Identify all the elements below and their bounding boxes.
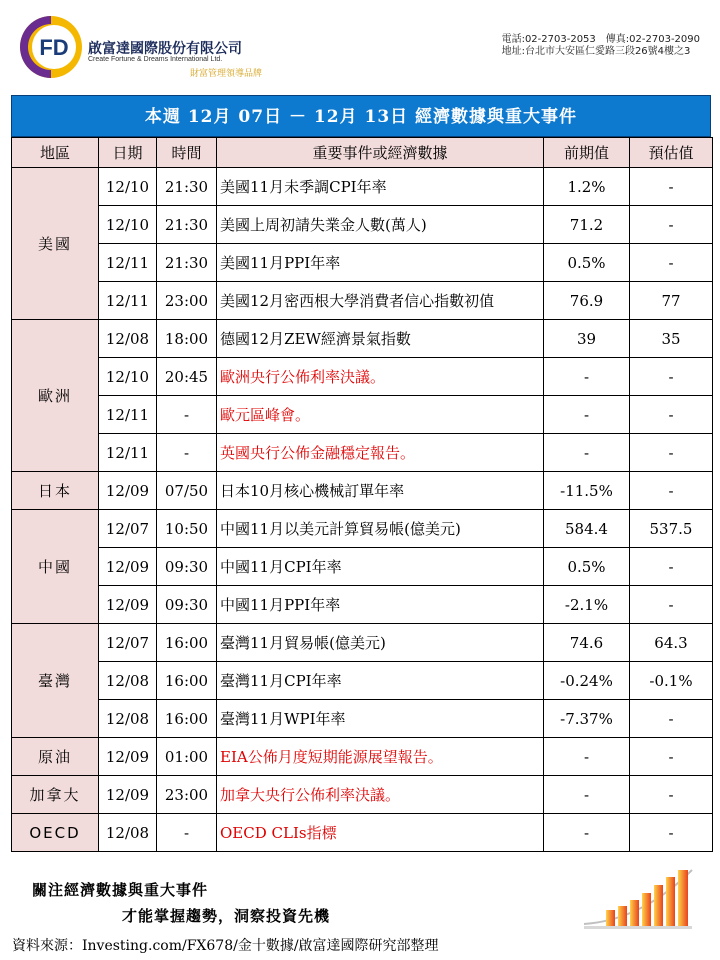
previous-value-cell: 584.4: [544, 510, 630, 548]
table-row: [12, 358, 713, 396]
forecast-value-cell: -: [630, 168, 713, 206]
page-header: [0, 0, 720, 92]
previous-value-cell: 0.5%: [544, 244, 630, 282]
date-cell: 12/07: [99, 510, 157, 548]
previous-value-cell: 39: [544, 320, 630, 358]
time-cell: 16:00: [157, 662, 217, 700]
region-cell: 臺灣: [12, 624, 99, 738]
date-cell: 12/10: [99, 206, 157, 244]
previous-value-cell: -: [544, 738, 630, 776]
time-cell: 18:00: [157, 320, 217, 358]
forecast-value-cell: -: [630, 206, 713, 244]
date-cell: 12/09: [99, 776, 157, 814]
event-cell: 中國11月CPI年率: [217, 548, 544, 586]
date-cell: 12/11: [99, 244, 157, 282]
table-row: [12, 510, 713, 548]
company-slogan: 財富管理領導品牌: [190, 69, 263, 79]
previous-value-cell: 71.2: [544, 206, 630, 244]
date-cell: 12/11: [99, 434, 157, 472]
forecast-value-cell: -: [630, 814, 713, 852]
table-row: [12, 434, 713, 472]
event-cell: 美國上周初請失業金人數(萬人): [217, 206, 544, 244]
table-header-row: [12, 138, 713, 168]
footer-slogan-line1: 關注經濟數據與重大事件: [32, 881, 209, 899]
time-cell: 23:00: [157, 282, 217, 320]
table-row: [12, 472, 713, 510]
event-cell: 中國11月PPI年率: [217, 586, 544, 624]
forecast-value-cell: -: [630, 776, 713, 814]
event-cell: 加拿大央行公佈利率決議。: [217, 776, 544, 814]
time-cell: 23:00: [157, 776, 217, 814]
phone-fax: 電話:02-2703-2053 傳真:02-2703-2090: [501, 34, 700, 45]
title-bar: [11, 95, 711, 137]
date-cell: 12/08: [99, 814, 157, 852]
previous-value-cell: -7.37%: [544, 700, 630, 738]
table-row: [12, 586, 713, 624]
date-cell: 12/09: [99, 738, 157, 776]
region-cell: 歐洲: [12, 320, 99, 472]
column-header-time: 時間: [157, 138, 217, 168]
time-cell: 09:30: [157, 586, 217, 624]
footer-slogan-line2: 才能掌握趨勢，洞察投資先機: [122, 907, 331, 925]
event-cell: 歐洲央行公佈利率決議。: [217, 358, 544, 396]
date-cell: 12/11: [99, 282, 157, 320]
event-cell: 臺灣11月CPI年率: [217, 662, 544, 700]
event-cell: 中國11月以美元計算貿易帳(億美元): [217, 510, 544, 548]
date-cell: 12/08: [99, 700, 157, 738]
previous-value-cell: -: [544, 814, 630, 852]
date-cell: 12/08: [99, 662, 157, 700]
column-header-forecast: 預估值: [630, 138, 713, 168]
table-row: [12, 776, 713, 814]
date-cell: 12/08: [99, 320, 157, 358]
time-cell: -: [157, 396, 217, 434]
region-cell: 日本: [12, 472, 99, 510]
previous-value-cell: -: [544, 358, 630, 396]
time-cell: 20:45: [157, 358, 217, 396]
region-cell: 加拿大: [12, 776, 99, 814]
time-cell: 09:30: [157, 548, 217, 586]
previous-value-cell: -: [544, 434, 630, 472]
event-cell: 英國央行公佈金融穩定報告。: [217, 434, 544, 472]
previous-value-cell: -2.1%: [544, 586, 630, 624]
address: 地址:台北市大安區仁愛路三段26號4樓之3: [501, 46, 691, 57]
column-header-event: 重要事件或經濟數據: [217, 138, 544, 168]
date-cell: 12/11: [99, 396, 157, 434]
previous-value-cell: -: [544, 396, 630, 434]
forecast-value-cell: -: [630, 548, 713, 586]
contact-info: [502, 34, 700, 58]
forecast-value-cell: 64.3: [630, 624, 713, 662]
logo-letters: FD: [39, 35, 69, 60]
time-cell: 01:00: [157, 738, 217, 776]
previous-value-cell: -0.24%: [544, 662, 630, 700]
region-cell: 中國: [12, 510, 99, 624]
forecast-value-cell: -0.1%: [630, 662, 713, 700]
previous-value-cell: 76.9: [544, 282, 630, 320]
forecast-value-cell: -: [630, 358, 713, 396]
date-cell: 12/07: [99, 624, 157, 662]
table-row: [12, 396, 713, 434]
page-title: 本週 12月 07日 － 12月 13日 經濟數據與重大事件: [144, 107, 578, 127]
forecast-value-cell: -: [630, 472, 713, 510]
company-english-name: Create Fortune & Dreams International Ltd.: [88, 56, 223, 63]
event-cell: EIA公佈月度短期能源展望報告。: [217, 738, 544, 776]
event-cell: 美國12月密西根大學消費者信心指數初值: [217, 282, 544, 320]
column-header-date: 日期: [99, 138, 157, 168]
date-cell: 12/10: [99, 358, 157, 396]
table-row: [12, 738, 713, 776]
table-row: [12, 814, 713, 852]
date-cell: 12/09: [99, 548, 157, 586]
time-cell: -: [157, 814, 217, 852]
table-row: [12, 662, 713, 700]
forecast-value-cell: 537.5: [630, 510, 713, 548]
forecast-value-cell: 35: [630, 320, 713, 358]
date-cell: 12/09: [99, 586, 157, 624]
previous-value-cell: -: [544, 776, 630, 814]
forecast-value-cell: -: [630, 244, 713, 282]
table-row: [12, 320, 713, 358]
forecast-value-cell: -: [630, 700, 713, 738]
table-body: [12, 168, 713, 852]
table-row: [12, 244, 713, 282]
event-cell: 臺灣11月貿易帳(億美元): [217, 624, 544, 662]
table-row: [12, 282, 713, 320]
time-cell: 21:30: [157, 206, 217, 244]
forecast-value-cell: -: [630, 738, 713, 776]
event-cell: OECD CLIs指標: [217, 814, 544, 852]
events-table: [11, 137, 713, 852]
column-header-previous: 前期值: [544, 138, 630, 168]
forecast-value-cell: -: [630, 434, 713, 472]
table-row: [12, 168, 713, 206]
table-row: [12, 548, 713, 586]
growth-chart-icon: [582, 866, 694, 930]
column-header-region: 地區: [12, 138, 99, 168]
region-cell: OECD: [12, 814, 99, 852]
time-cell: 07/50: [157, 472, 217, 510]
previous-value-cell: 1.2%: [544, 168, 630, 206]
company-logo-icon: [18, 14, 84, 80]
table-row: [12, 624, 713, 662]
time-cell: 21:30: [157, 244, 217, 282]
forecast-value-cell: 77: [630, 282, 713, 320]
time-cell: 16:00: [157, 624, 217, 662]
previous-value-cell: 74.6: [544, 624, 630, 662]
event-cell: 日本10月核心機械訂單年率: [217, 472, 544, 510]
company-name: 啟富達國際股份有限公司: [88, 41, 242, 57]
previous-value-cell: 0.5%: [544, 548, 630, 586]
date-cell: 12/10: [99, 168, 157, 206]
event-cell: 德國12月ZEW經濟景氣指數: [217, 320, 544, 358]
event-cell: 臺灣11月WPI年率: [217, 700, 544, 738]
date-cell: 12/09: [99, 472, 157, 510]
time-cell: 10:50: [157, 510, 217, 548]
time-cell: -: [157, 434, 217, 472]
event-cell: 美國11月未季調CPI年率: [217, 168, 544, 206]
table-row: [12, 206, 713, 244]
region-cell: 美國: [12, 168, 99, 320]
table-row: [12, 700, 713, 738]
forecast-value-cell: -: [630, 586, 713, 624]
previous-value-cell: -11.5%: [544, 472, 630, 510]
event-cell: 美國11月PPI年率: [217, 244, 544, 282]
time-cell: 21:30: [157, 168, 217, 206]
forecast-value-cell: -: [630, 396, 713, 434]
data-source: 資料來源：Investing.com/FX678/金十數據/啟富達國際研究部整理: [12, 938, 439, 954]
region-cell: 原油: [12, 738, 99, 776]
event-cell: 歐元區峰會。: [217, 396, 544, 434]
time-cell: 16:00: [157, 700, 217, 738]
